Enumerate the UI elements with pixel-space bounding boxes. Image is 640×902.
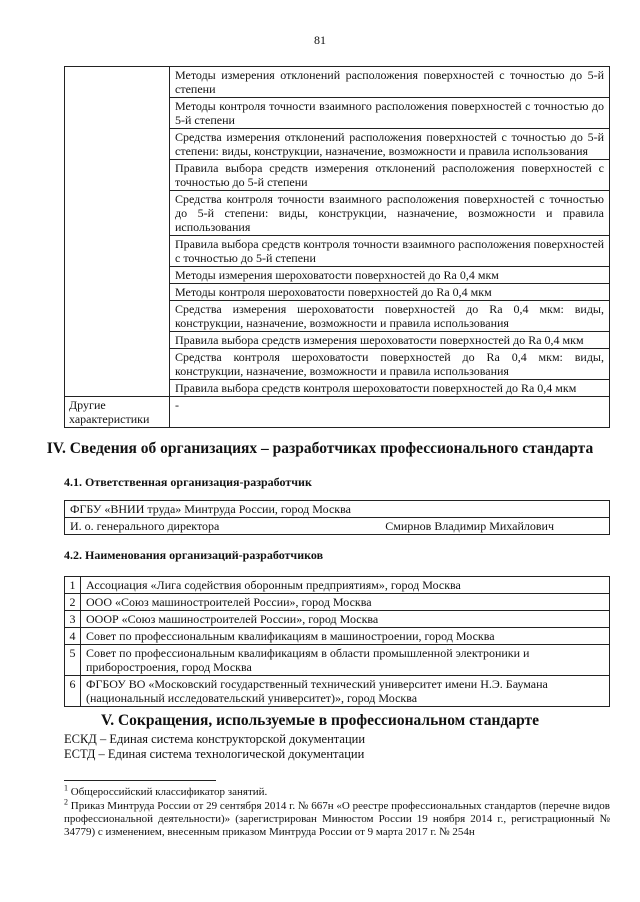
table-row	[65, 611, 610, 628]
org-name: ФГБУ «ВНИИ труда» Минтруда России, город Москва	[65, 501, 610, 518]
knowledge-item: Правила выбора средств контроля точности взаимного расположения поверхностей с точностью до 5-й степени	[170, 236, 610, 267]
knowledge-item: Средства контроля шероховатости поверхностей до Ra 0,4 мкм: виды, конструкции, назначение, возможности и правила использования	[170, 349, 610, 380]
footnotes	[64, 783, 610, 840]
page-number: 81	[314, 33, 326, 47]
table-row	[65, 577, 610, 594]
developer-name: Совет по профессиональным квалификациям в области промышленной электроники и приборостроения, город Москва	[81, 645, 610, 676]
other-characteristics-value: -	[170, 397, 610, 428]
row-number: 3	[65, 611, 81, 628]
subsection-4-2-title: 4.2. Наименования организаций-разработчиков	[64, 548, 324, 562]
section-5-title: V. Сокращения, используемые в профессиональном стандарте	[101, 712, 539, 729]
footnote-text: Приказ Минтруда России от 29 сентября 2014 г. № 667н «О реестре профессиональных стандартов (перечне видов профессиональной деятельности)» (зарегистрирован Минюстом России 19 ноября 2014 г., регистрационный № 34779) с изменением, внесенным приказом Минтруда России от 9 марта 2017 г. № 254н	[64, 800, 610, 838]
signer-name: Смирнов Владимир Михайлович	[385, 519, 554, 533]
knowledge-item: Методы контроля точности взаимного расположения поверхностей с точностью до 5-й степени	[170, 98, 610, 129]
footnote-mark: 1	[64, 783, 68, 793]
abbreviations-list	[64, 732, 365, 762]
other-characteristics-label: Другие характеристики	[65, 397, 170, 428]
footnote	[64, 783, 610, 799]
knowledge-item: Правила выбора средств контроля шероховатости поверхностей до Ra 0,4 мкм	[170, 380, 610, 397]
signer-position: И. о. генерального директора	[70, 519, 220, 533]
table-row	[65, 397, 610, 428]
knowledge-item: Средства контроля точности взаимного расположения поверхностей с точностью до 5-й степени: виды, конструкции, назначение, возможности и правила использования	[170, 191, 610, 236]
knowledge-item: Методы измерения шероховатости поверхностей до Ra 0,4 мкм	[170, 267, 610, 284]
row-number: 4	[65, 628, 81, 645]
table-row	[65, 518, 610, 535]
section-4-title: IV. Сведения об организациях – разработчиках профессионального стандарта	[46, 440, 594, 457]
table-row	[65, 501, 610, 518]
row-number: 2	[65, 594, 81, 611]
knowledge-item: Средства измерения отклонений расположения поверхностей с точностью до 5-й степени: виды, конструкции, назначение, возможности и правила использования	[170, 129, 610, 160]
row-number: 1	[65, 577, 81, 594]
knowledge-item: Средства измерения шероховатости поверхностей до Ra 0,4 мкм: виды, конструкции, назначение, возможности и правила использования	[170, 301, 610, 332]
developer-name: ФГБОУ ВО «Московский государственный технический университет имени Н.Э. Баумана (национальный исследовательский университет)», город Москва	[81, 676, 610, 707]
subsection-4-1-title: 4.1. Ответственная организация-разработчик	[64, 475, 312, 489]
footnote	[64, 797, 610, 839]
developer-name: ОООР «Союз машиностроителей России», город Москва	[81, 611, 610, 628]
developer-name: ООО «Союз машиностроителей России», город Москва	[81, 594, 610, 611]
signer-cell	[65, 518, 610, 535]
developer-name: Совет по профессиональным квалификациям в машиностроении, город Москва	[81, 628, 610, 645]
developer-name: Ассоциация «Лига содействия оборонным предприятиям», город Москва	[81, 577, 610, 594]
footnote-text: Общероссийский классификатор занятий.	[68, 786, 268, 798]
developers-table	[64, 576, 610, 707]
row-number: 5	[65, 645, 81, 676]
knowledge-item: Методы контроля шероховатости поверхностей до Ra 0,4 мкм	[170, 284, 610, 301]
table-row	[65, 594, 610, 611]
row-number: 6	[65, 676, 81, 707]
table-row	[65, 645, 610, 676]
footnote-divider	[64, 780, 216, 781]
table-row	[65, 628, 610, 645]
knowledge-item: Правила выбора средств измерения шероховатости поверхностей до Ra 0,4 мкм	[170, 332, 610, 349]
table-row	[65, 676, 610, 707]
table-row	[65, 67, 610, 98]
list-item: ЕСТД – Единая система технологической документации	[64, 747, 365, 761]
row-label-empty	[65, 67, 170, 397]
responsible-org-table	[64, 500, 610, 535]
knowledge-item: Правила выбора средств измерения отклонений расположения поверхностей с точностью до 5-й степени	[170, 160, 610, 191]
knowledge-table	[64, 66, 610, 428]
footnote-mark: 2	[64, 797, 68, 807]
list-item: ЕСКД – Единая система конструкторской документации	[64, 732, 366, 746]
knowledge-item: Методы измерения отклонений расположения поверхностей с точностью до 5-й степени	[170, 67, 610, 98]
